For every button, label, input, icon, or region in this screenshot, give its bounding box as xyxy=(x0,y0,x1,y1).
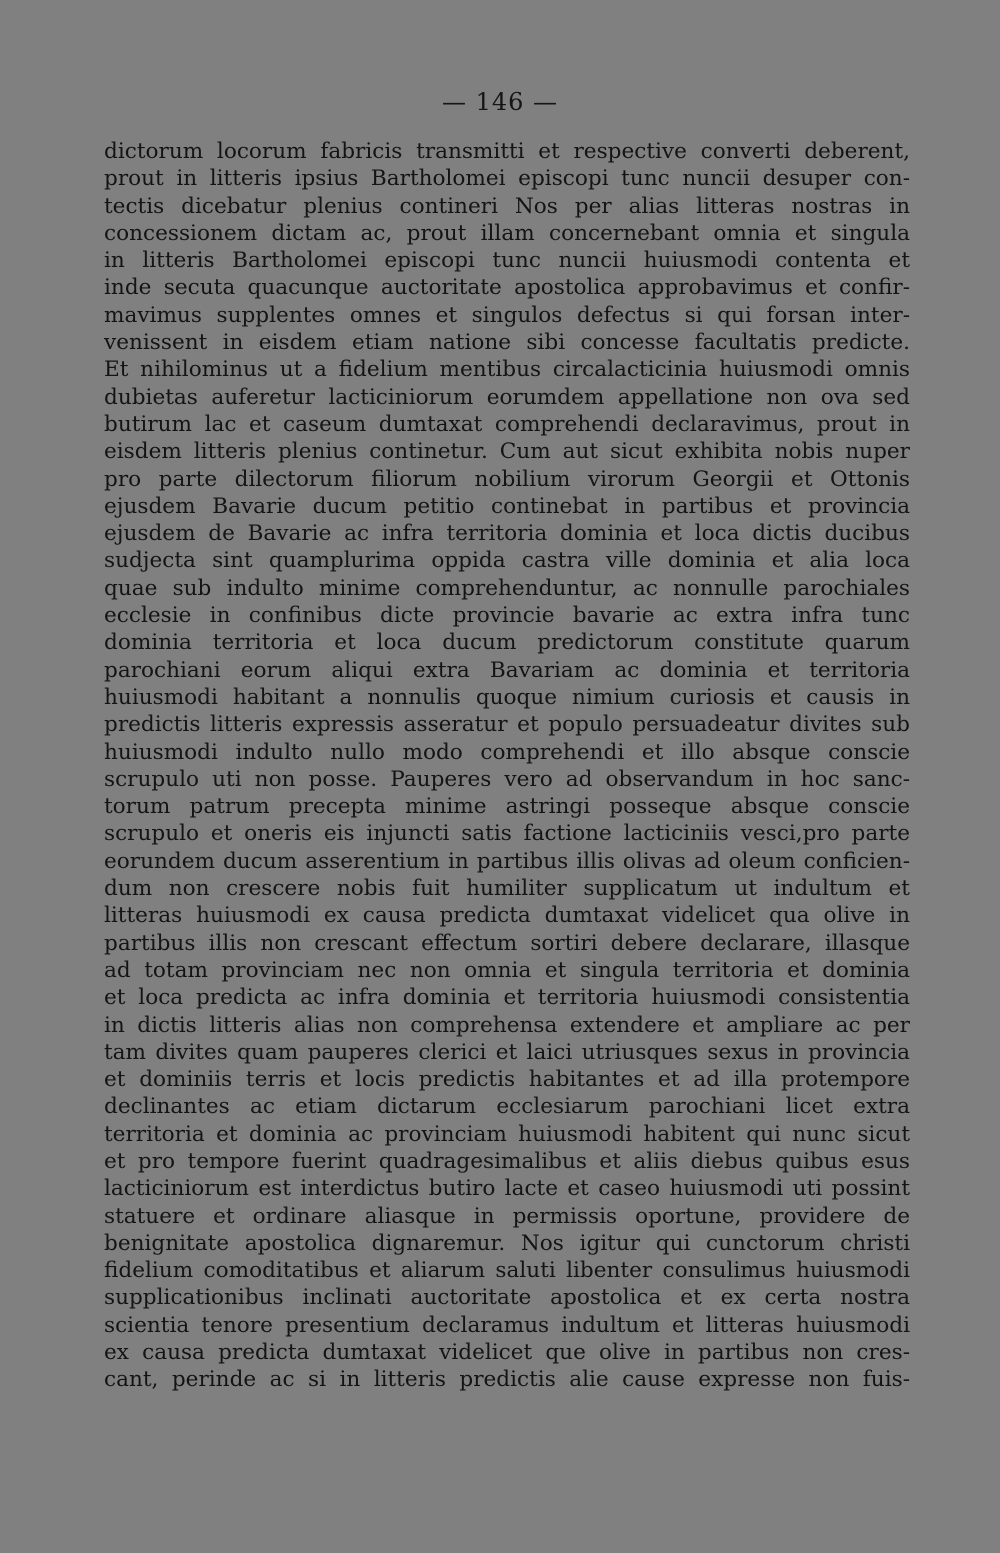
text-line: in litteris Bartholomei episcopi tunc nuncii huiusmodi contenta et xyxy=(104,248,910,274)
text-line: concessionem dictam ac, prout illam concernebant omnia et singula xyxy=(104,220,910,246)
text-line: predictis litteris expressis asseratur et populo persuadeatur divites sub xyxy=(104,712,910,738)
text-line: tam divites quam pauperes clerici et laici utriusques sexus in provincia xyxy=(104,1039,910,1065)
text-line: benignitate apostolica dignaremur. Nos igitur qui cunctorum christi xyxy=(104,1230,910,1256)
text-line: ejusdem Bavarie ducum petitio continebat in partibus et provincia xyxy=(104,493,910,519)
text-line: tectis dicebatur plenius contineri Nos per alias litteras nostras in xyxy=(104,193,910,219)
text-line: prout in litteris ipsius Bartholomei episcopi tunc nuncii desuper con- xyxy=(104,166,910,192)
text-line: eorundem ducum asserentium in partibus illis olivas ad oleum conficien- xyxy=(104,848,910,874)
text-line: scientia tenore presentium declaramus indultum et litteras huiusmodi xyxy=(104,1312,910,1338)
text-line: ad totam provinciam nec non omnia et singula territoria et dominia xyxy=(104,957,910,983)
text-line: pro parte dilectorum filiorum nobilium virorum Georgii et Ottonis xyxy=(104,466,910,492)
text-line: quae sub indulto minime comprehenduntur, ac nonnulle parochiales xyxy=(104,575,910,601)
text-line: butirum lac et caseum dumtaxat comprehendi declaravimus, prout in xyxy=(104,411,910,437)
page-number: — 146 — xyxy=(441,88,559,116)
text-line: torum patrum precepta minime astringi posseque absque conscie xyxy=(104,794,910,820)
text-line: scrupulo uti non posse. Pauperes vero ad observandum in hoc sanc- xyxy=(104,766,910,792)
text-line: dictorum locorum fabricis transmitti et respective converti deberent, xyxy=(104,139,910,164)
text-line: lacticiniorum est interdictus butiro lacte et caseo huiusmodi uti possint xyxy=(104,1176,910,1202)
text-line: inde secuta quacunque auctoritate apostolica approbavimus et confir- xyxy=(104,275,910,301)
text-line: et loca predicta ac infra dominia et territoria huiusmodi consistentia xyxy=(104,985,910,1011)
text-line: fidelium comoditatibus et aliarum saluti libenter consulimus huiusmodi xyxy=(104,1258,910,1284)
text-line: mavimus supplentes omnes et singulos defectus si qui forsan inter- xyxy=(104,302,910,328)
text-line: et pro tempore fuerint quadragesimalibus et aliis diebus quibus esus xyxy=(104,1148,910,1174)
text-line: sudjecta sint quamplurima oppida castra ville dominia et alia loca xyxy=(104,548,910,574)
text-line: dubietas auferetur lacticiniorum eorumdem appellatione non ova sed xyxy=(104,384,910,410)
text-line: venissent in eisdem etiam natione sibi concesse facultatis predicte. xyxy=(104,330,910,356)
body-text xyxy=(104,138,910,1394)
text-line: huiusmodi habitant a nonnulis quoque nimium curiosis et causis in xyxy=(104,684,910,710)
text-line: dum non crescere nobis fuit humiliter supplicatum ut indultum et xyxy=(104,876,910,902)
text-line: ejusdem de Bavarie ac infra territoria dominia et loca dictis ducibus xyxy=(104,521,910,547)
text-line: declinantes ac etiam dictarum ecclesiarum parochiani licet extra xyxy=(104,1094,910,1120)
text-line: Et nihilominus ut a fidelium mentibus circalacticinia huiusmodi omnis xyxy=(104,357,910,383)
text-line: ex causa predicta dumtaxat videlicet que olive in partibus non cres- xyxy=(104,1340,910,1366)
text-line: dominia territoria et loca ducum predictorum constitute quarum xyxy=(104,630,910,656)
text-line: in dictis litteris alias non comprehensa extendere et ampliare ac per xyxy=(104,1012,910,1038)
text-line: partibus illis non crescant effectum sortiri debere declarare, illasque xyxy=(104,930,910,956)
text-line: ecclesie in confinibus dicte provincie bavarie ac extra infra tunc xyxy=(104,603,910,629)
text-line: supplicationibus inclinati auctoritate apostolica et ex certa nostra xyxy=(104,1285,910,1311)
text-line: parochiani eorum aliqui extra Bavariam ac dominia et territoria xyxy=(104,657,910,683)
text-line: cant, perinde ac si in litteris predictis alie cause expresse non fuis- xyxy=(104,1367,910,1393)
text-line: statuere et ordinare aliasque in permissis oportune, providere de xyxy=(104,1203,910,1229)
text-line: territoria et dominia ac provinciam huiusmodi habitent qui nunc sicut xyxy=(104,1121,910,1147)
text-line: scrupulo et oneris eis injuncti satis factione lacticiniis vesci,pro parte xyxy=(104,821,910,847)
text-line: eisdem litteris plenius continetur. Cum aut sicut exhibita nobis nuper xyxy=(104,439,910,465)
text-line: et dominiis terris et locis predictis habitantes et ad illa protempore xyxy=(104,1067,910,1093)
text-line: huiusmodi indulto nullo modo comprehendi et illo absque conscie xyxy=(104,739,910,765)
text-line: litteras huiusmodi ex causa predicta dumtaxat videlicet qua olive in xyxy=(104,903,910,929)
